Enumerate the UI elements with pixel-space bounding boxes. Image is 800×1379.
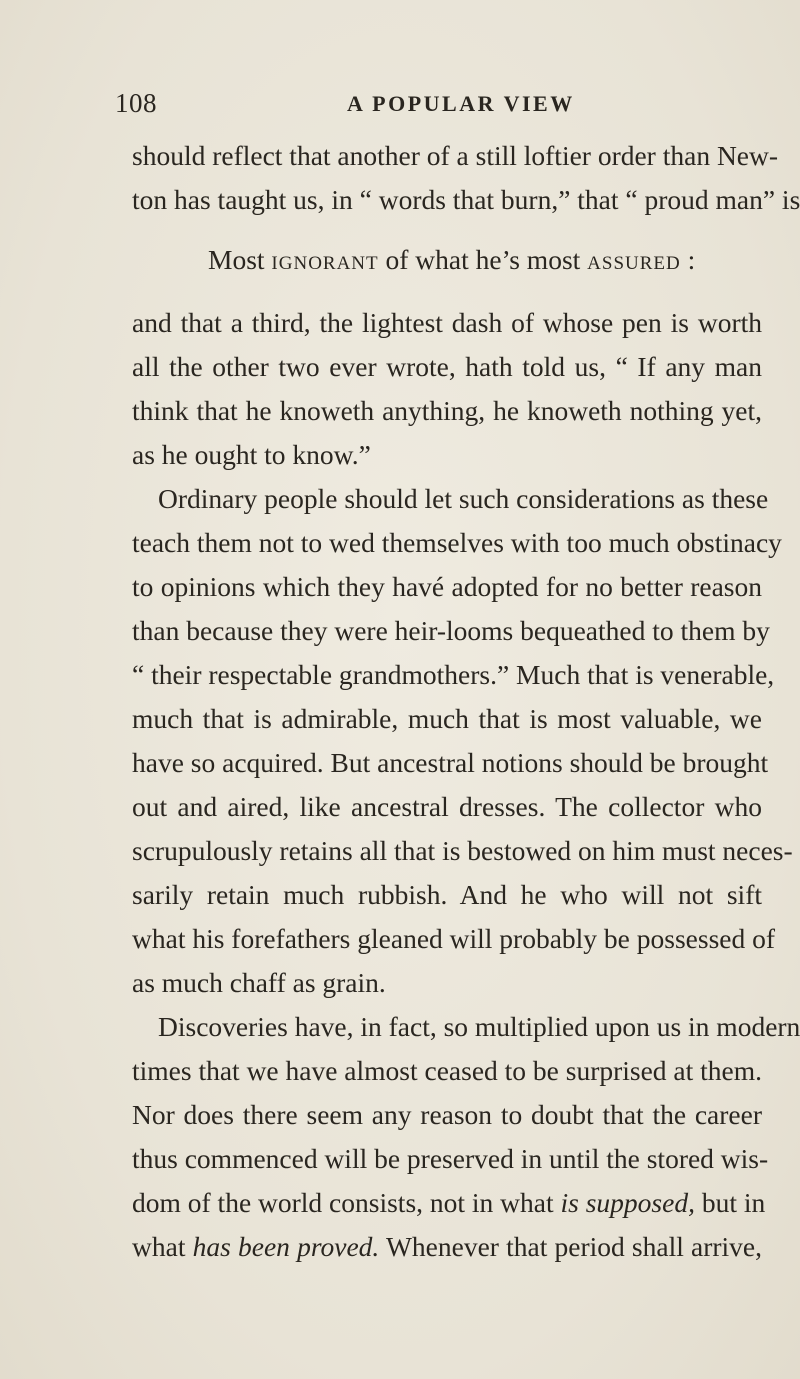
text-line: ton has taught us, in “ words that burn,” that “ proud man” is [132, 184, 800, 215]
text-line: what his forefathers gleaned will probably be possessed of [132, 923, 776, 954]
running-head [115, 88, 775, 124]
text-line: think that he knoweth anything, he knoweth nothing yet, [132, 395, 762, 426]
quote-text: : [680, 244, 696, 275]
running-title: A POPULAR VIEW [347, 91, 575, 116]
page-number: 108 [115, 88, 157, 118]
quote-text: of what he’s most [378, 244, 588, 275]
text-line: should reflect that another of a still loftier order than New- [132, 140, 779, 171]
verse-quotation [208, 240, 695, 280]
italic-text: is [560, 1187, 579, 1218]
text-line: as he ought to know.” [132, 439, 371, 470]
quote-small-caps: assured [587, 244, 681, 275]
text-line: as much chaff as grain. [132, 967, 386, 998]
text-line: scrupulously retains all that is bestowed on him must neces- [132, 835, 793, 866]
text-line: out and aired, like ancestral dresses. The collector who [132, 791, 762, 822]
text-run: what [132, 1231, 186, 1262]
text-line: to opinions which they havé adopted for no better reason [132, 571, 762, 602]
text-line: all the other two ever wrote, hath told us, “ If any man [132, 351, 762, 382]
text-line: teach them not to wed themselves with too much obstinacy [132, 527, 782, 558]
text-line-with-italics [132, 1227, 762, 1267]
text-line-with-italics [132, 1183, 766, 1223]
quote-text: Most [208, 244, 272, 275]
quote-small-caps: ignorant [271, 244, 379, 275]
text-run: dom of the world consists, not in what [132, 1187, 554, 1218]
text-line: thus commenced will be preserved in until the stored wis- [132, 1143, 769, 1174]
italic-text: has been proved. [192, 1231, 380, 1262]
italic-text: supposed, [585, 1187, 695, 1218]
paragraph-start: Discoveries have, in fact, so multiplied upon us in modern [158, 1011, 800, 1042]
text-line: much that is admirable, much that is most valuable, we [132, 703, 762, 734]
text-line: have so acquired. But ancestral notions should be brought [132, 747, 769, 778]
text-line: Nor does there seem any reason to doubt that the career [132, 1099, 762, 1130]
text-line: than because they were heir-looms bequeathed to them by [132, 615, 770, 646]
text-line: sarily retain much rubbish. And he who will not sift [132, 879, 762, 910]
text-run: but in [694, 1187, 766, 1218]
text-run: Whenever that period shall arrive, [379, 1231, 763, 1262]
paragraph-start: Ordinary people should let such considerations as these [158, 483, 769, 514]
text-line: times that we have almost ceased to be surprised at them. [132, 1055, 763, 1086]
text-line: “ their respectable grandmothers.” Much that is venerable, [132, 659, 775, 690]
text-line: and that a third, the lightest dash of whose pen is worth [132, 307, 762, 338]
